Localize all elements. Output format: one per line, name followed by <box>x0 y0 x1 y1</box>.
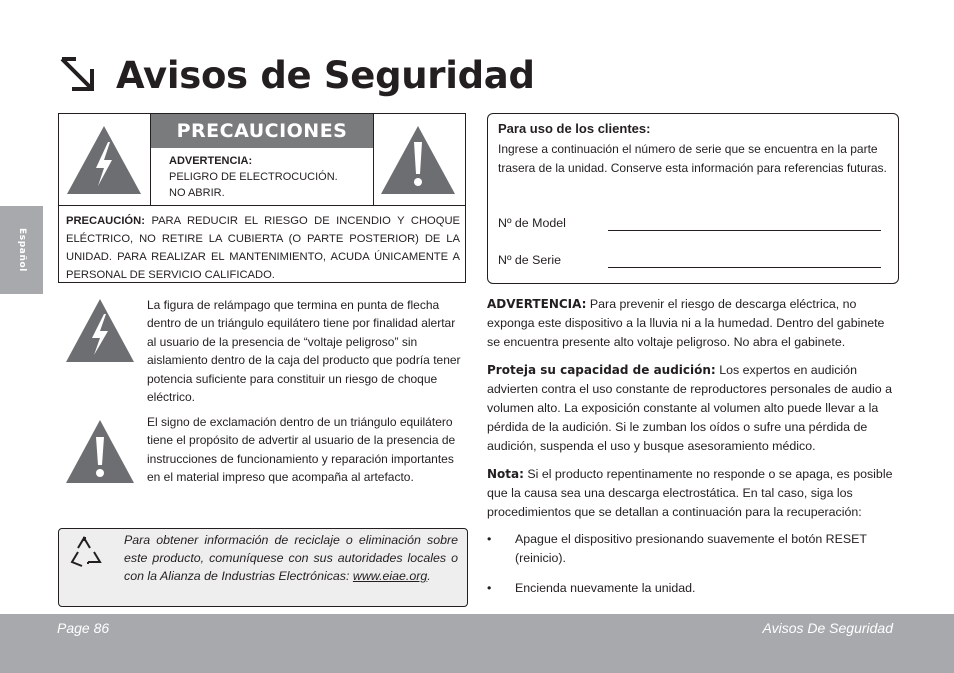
advertencia-label: ADVERTENCIA: <box>169 155 253 167</box>
bullet-item <box>487 579 897 598</box>
arrow-down-right-icon <box>58 55 98 95</box>
recycle-text-block <box>124 531 458 585</box>
page-title: Avisos de Seguridad <box>116 53 535 97</box>
bullet-dot: • <box>487 580 492 595</box>
proteja-paragraph <box>487 361 897 457</box>
exclamation-text: El signo de exclamación dentro de un triángulo equilátero tiene el propósito de advertir al usuario de la presencia de instrucciones de funcionamiento y reparación importantes en el material impreso que acompaña al artefacto. <box>147 415 456 485</box>
recycle-text: Para obtener información de reciclaje o eliminación sobre este producto, comuníquese con sus autoridades locales o con la Alianza de Industrias Electrónicas: <box>124 533 458 583</box>
recycle-icon <box>68 534 104 570</box>
serial-number-label: Nº de Serie <box>498 253 562 267</box>
title-row <box>58 50 535 100</box>
serial-number-field[interactable] <box>498 251 888 271</box>
customer-heading: Para uso de los clientes: <box>498 121 651 136</box>
precaucion-text-block <box>66 212 460 284</box>
nota-label: Nota: <box>487 466 524 481</box>
advertencia-para-text: Para prevenir el riesgo de descarga eléctrica, no exponga este dispositivo a la lluvia ni a la humedad. Dentro del gabinete se encuentra presente alto voltaje peligroso. No abra el gabinete. <box>487 297 885 350</box>
proteja-text: Los expertos en audición advierten contra el uso constante de reproductores personales de audio a volumen alto. La exposición constante al volumen alto puede llevar a la pérdida de la audición. Si le zumban los oídos o sufre una pérdida de audición, suspenda el uso y busque asesoramiento médico. <box>487 362 893 454</box>
lightning-text: La figura de relámpago que termina en punta de flecha dentro de un triángulo equilátero tiene por finalidad alertar al usuario de la presencia de “voltaje peligroso” sin aislamiento dentro de la caja del producto que podría tener potencia suficiente para constituir un riesgo de choque eléctrico. <box>147 298 461 405</box>
bullet-dot: • <box>487 532 492 547</box>
advertencia-para-label: ADVERTENCIA: <box>487 297 587 311</box>
precaucion-text: PARA REDUCIR EL RIESGO DE INCENDIO Y CHOQUE ELÉCTRICO, NO RETIRE LA CUBIERTA (O PARTE POSTERIOR) DE LA UNIDAD. PARA REALIZAR EL MANTENIMIENTO, ACUDA ÚNICAMENTE A PERSONAL DE SERVICIO CALIFICADO. <box>66 215 460 281</box>
nota-paragraph <box>487 465 897 523</box>
advertencia-line2: NO ABRIR. <box>169 187 225 199</box>
customer-body: Ingrese a continuación el número de serie que se encuentra en la parte trasera de la unidad. Conserve esta información para referencias futuras. <box>498 142 887 175</box>
bullet-item <box>487 530 897 568</box>
model-number-line <box>608 230 881 231</box>
advertencia-block <box>151 148 373 201</box>
bullet-text: Apague el dispositivo presionando suavemente el botón RESET (reinicio). <box>515 532 867 566</box>
precauciones-top <box>59 114 465 206</box>
model-number-label: Nº de Model <box>498 216 566 230</box>
recycle-period: . <box>427 569 431 583</box>
precauciones-middle <box>150 114 374 205</box>
lightning-triangle-icon <box>64 298 136 364</box>
proteja-label: Proteja su capacidad de audición: <box>487 362 716 377</box>
model-number-field[interactable] <box>498 214 888 234</box>
page-number: Page 86 <box>57 620 110 636</box>
section-name: Avisos De Seguridad <box>762 620 893 636</box>
precauciones-header: PRECAUCIONES <box>151 114 373 148</box>
exclamation-warning-icon <box>379 124 457 196</box>
advertencia-line1: PELIGRO DE ELECTROCUCIÓN. <box>169 171 338 183</box>
lightning-warning-icon <box>65 124 143 196</box>
language-label: Español <box>16 228 27 272</box>
serial-number-line <box>608 267 881 268</box>
precauciones-box <box>58 113 466 283</box>
precaucion-label: PRECAUCIÓN: <box>66 215 145 227</box>
language-side-tab <box>0 206 43 294</box>
eiae-link[interactable]: www.eiae.org <box>352 569 428 583</box>
recycle-info-box <box>58 528 468 607</box>
exclamation-triangle-icon <box>64 419 136 485</box>
bullet-text: Encienda nuevamente la unidad. <box>515 580 696 595</box>
advertencia-paragraph <box>487 295 897 353</box>
customer-info-box <box>487 113 899 284</box>
page-footer <box>0 614 954 673</box>
nota-text: Si el producto repentinamente no responde o se apaga, es posible que la causa sea una descarga electrostática. En tal caso, siga los procedimientos que se detallan a continuación para la recuperación: <box>487 466 893 520</box>
right-column <box>487 295 897 606</box>
